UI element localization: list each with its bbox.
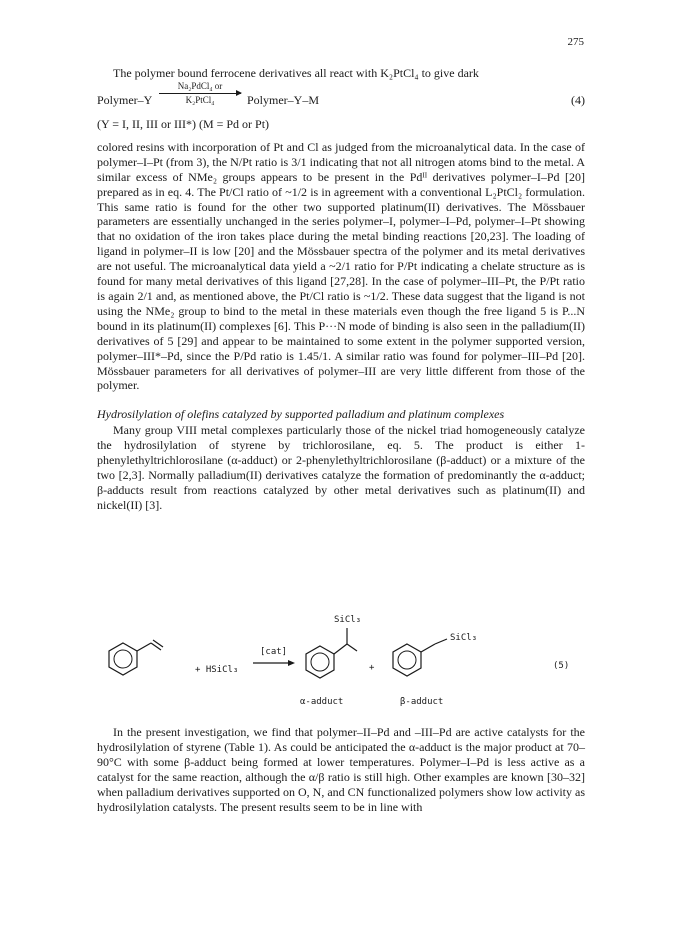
arrow-reagent-top: Na₂PdCl₄ or [177, 80, 223, 91]
alpha-adduct-structure [306, 628, 357, 678]
page-number: 275 [567, 36, 584, 48]
reagent-label: + HSiCl₃ [195, 665, 239, 675]
alpha-sicl3-label: SiCl₃ [334, 615, 362, 625]
paragraph-body-1: colored resins with incorporation of Pt and Cl as judged from the microanalytical data. In the case of polymer–I–Pt (from 3), the N/Pt ratio is 3/1 indicating that not all nitrogen atoms bind to the metal. A similar excess of NMe₂ groups appears to be present in the Pdᴵᴵ derivatives polymer–I–Pd [20] prepared as in eq. 4. The Pt/Cl ratio of ~1/2 is in agreement with a conventional L₂PtCl₂ formulation. This same ratio is found for the other two supported platinum(II) derivatives. The Mössbauer parameters are essentially unchanged in the series polymer–I, polymer–I–Pd, polymer–I–Pt showing that no oxidation of the iron takes place during the metal binding reactions [20,23]. The loading of ligand in polymer–II is low [20] and the Mössbauer spectra of the polymer and its metal derivatives are not useful. The microanalytical data yield a ~2/1 ratio for P/Pt indicating a chelate structure as is found for many metal derivatives of this ligand [27,28]. In the case of polymer–III–Pt, the P/Pt ratio is again 2/1 and, as mentioned above, the Pt/Cl ratio is ~1/2. These data suggest that the ligand is not using the NMe₂ group to bind to the metal in these materials even though the free ligand 5 is P...N bound in its platinum(II) complexes [6]. This P···N mode of binding is also seen in the palladium(II) derivatives of 5 [29] and appear to be maintained to some extent in the polymer supported version, polymer–III*–Pd, since the P/Pd ratio is 1.45/1. A similar ratio was found for polymer–III–Pd [20]. Mössbauer parameters for all derivatives of polymer–III are very little different from those of the polymer. [97, 139, 585, 393]
paragraph-body-2: Many group VIII metal complexes particularly those of the nickel triad homogeneously catalyze the hydrosilylation of styrene by trichlorosilane, eq. 5. The product is either 1-phenylethyltrichlorosilane (α-adduct) or 2-phenylethyltrichlorosilane (β-adduct) or a mixture of the two [2,3]. Normally palladium(II) derivatives catalyze the formation of predominantly the α-adduct; β-adducts result from reactions catalyzed by other metal derivatives such as platinum(II) and nickel(II) [3]. [97, 423, 585, 512]
styrene-structure [109, 640, 163, 675]
text-block-bottom [97, 725, 585, 814]
paragraph-intro: The polymer bound ferrocene derivatives all react with K₂PtCl₄ to give dark [113, 66, 479, 80]
scheme-number: (5) [553, 661, 570, 671]
arrow-line [159, 93, 241, 94]
equation-4 [97, 81, 585, 111]
equation-rhs: Polymer–Y–M [247, 92, 319, 107]
paragraph-body-3: In the present investigation, we find that polymer–II–Pd and –III–Pd are active catalysts for the hydrosilylation of styrene (Table 1). As could be anticipated the α-adduct is the major product at 70–90°C with some β-adduct being formed at lower temperatures. Polymer–I–Pd is less active as a catalyst for the same reaction, although the α/β ratio is still high. Other examples are known [30–32] when palladium derivatives supported on O, N, and CN functionalized polymers show low activity as hydrosilylation catalysts. The present results seem to be in line with [97, 725, 585, 814]
equation-number: (4) [571, 92, 585, 107]
reaction-scheme-5 [95, 610, 595, 710]
section-heading: Hydrosilylation of olefins catalyzed by supported palladium and platinum complexes [97, 407, 505, 422]
arrow-reagent-bottom: K₂PtCl₄ [185, 94, 215, 105]
equation-definitions: (Y = I, II, III or III*) (M = Pd or Pt) [97, 116, 270, 131]
catalyst-label: [cat] [260, 647, 288, 657]
beta-adduct-label: β-adduct [400, 697, 444, 707]
scheme-svg [95, 610, 595, 710]
alpha-adduct-label: α-adduct [300, 697, 344, 707]
text-block-top [97, 66, 585, 513]
beta-adduct-structure [393, 639, 447, 676]
reaction-arrow [159, 81, 241, 106]
equation-lhs: Polymer–Y [97, 92, 153, 107]
scheme-arrow [253, 660, 295, 666]
plus-sign: + [369, 663, 375, 673]
beta-sicl3-label: SiCl₃ [450, 633, 478, 643]
